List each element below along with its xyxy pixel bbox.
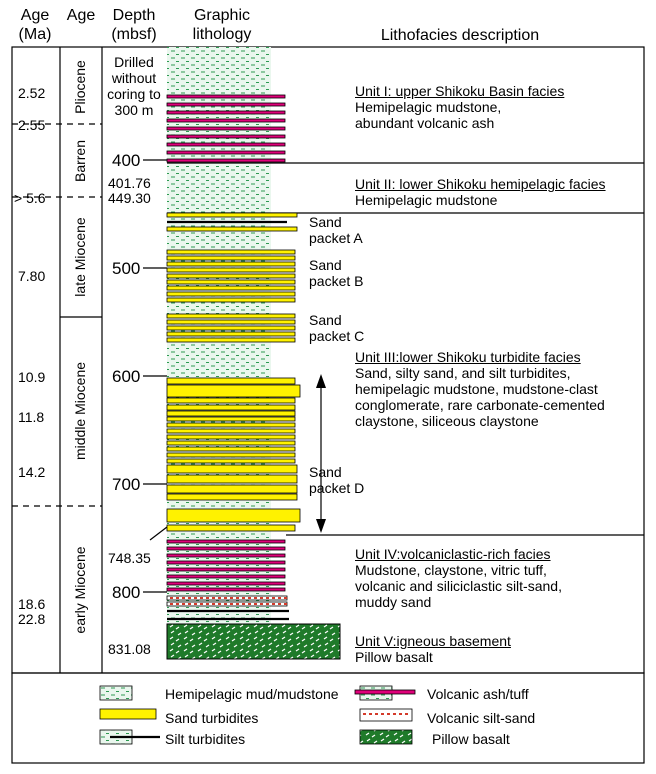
sand-bed [167, 274, 295, 278]
depth-label: 748.35 [108, 550, 151, 566]
sand-bed [167, 429, 295, 433]
volcanic-silt-dot [218, 603, 221, 605]
volcanic-ash-bed [167, 151, 285, 154]
age-ma-header: Age [20, 7, 50, 24]
volcanic-silt-dot [230, 603, 233, 605]
epoch-middle-miocene: middle Miocene [72, 361, 88, 461]
sand-bed [167, 268, 295, 272]
sand-packet-d-name: packet D [309, 480, 365, 496]
legend-volcanic-ash: Volcanic ash/tuff [427, 686, 529, 702]
volcanic-silt-dot [284, 603, 287, 605]
volcanic-ash-bed [167, 582, 285, 585]
sand-bed [167, 435, 295, 439]
legend-volc-silt-dot [399, 713, 402, 715]
sand-bed [167, 385, 300, 397]
epoch-early-miocene: early Miocene [72, 546, 88, 634]
unit-line: muddy sand [355, 594, 432, 610]
sand-bed [167, 227, 297, 231]
age-tick: 11.8 [18, 409, 45, 425]
unit-line: Hemipelagic mudstone [355, 192, 498, 208]
sand-bed [167, 314, 295, 318]
volcanic-ash-bed [167, 554, 285, 557]
volcanic-silt-dot [206, 597, 209, 599]
sand-packet-c: Sand [309, 312, 342, 328]
sand-bed [167, 423, 295, 427]
sand-bed [167, 332, 295, 336]
legend-volc-silt-dot [387, 713, 390, 715]
depth-label: 831.08 [108, 641, 151, 657]
description-header: Lithofacies description [380, 27, 540, 44]
volcanic-silt-dot [194, 603, 197, 605]
unit-line: hemipelagic mudstone, mudstone-clast [355, 381, 598, 397]
legend-volc-silt-dot [375, 713, 378, 715]
volcanic-silt-dot [272, 603, 275, 605]
legend-swatch-mud [100, 686, 132, 700]
drilled-note-line: Drilled [114, 54, 154, 70]
sand-bed [167, 494, 297, 500]
volcanic-silt-dot [194, 597, 197, 599]
volcanic-silt-dot [260, 597, 263, 599]
sand-bed [167, 320, 295, 324]
volcanic-silt-dot [236, 597, 239, 599]
sand-packet-c-name: packet C [309, 328, 365, 344]
unit-line: Mudstone, claystone, vitric tuff, [355, 562, 547, 578]
drilled-note-line: coring to [107, 86, 161, 102]
volcanic-silt-dot [224, 597, 227, 599]
volcanic-ash-bed [167, 143, 285, 146]
volcanic-ash-bed [167, 588, 285, 591]
volcanic-silt-dot [248, 603, 251, 605]
drilled-note-line: without [111, 70, 157, 86]
depth-tick: 800 [112, 583, 141, 602]
legend-swatch-ash-bar [355, 690, 415, 694]
sand-bed [167, 338, 295, 342]
unit-title: Unit III:lower Shikoku turbidite facies [355, 349, 581, 365]
volcanic-silt-dot [188, 603, 191, 605]
sand-bed [167, 256, 295, 260]
legend-volc-silt-dot [405, 713, 408, 715]
volcanic-silt-dot [200, 603, 203, 605]
legend-volcanic-silt: Volcanic silt-sand [427, 710, 536, 726]
unit-2-description [355, 176, 606, 208]
unit-line: Sand, silty sand, and silt turbidites, [355, 365, 571, 381]
unit-line: Hemipelagic mudstone, [355, 99, 502, 115]
legend-swatch-sand [100, 709, 156, 719]
volcanic-silt-dot [248, 597, 251, 599]
volcanic-silt-dot [254, 597, 257, 599]
volcanic-ash-bed [167, 127, 285, 130]
sand-bed [167, 280, 295, 284]
drilled-note-line: 300 m [114, 102, 154, 118]
age-tick: 2.52 [18, 85, 46, 101]
depth-unit: (mbsf) [111, 26, 157, 43]
legend-hemipelagic: Hemipelagic mud/mudstone [165, 686, 339, 702]
sand-bed [167, 453, 295, 457]
age-tick: 22.8 [18, 611, 46, 627]
sand-bed [167, 417, 295, 421]
sand-bed [167, 465, 297, 473]
legend-silt-turbidites: Silt turbidites [165, 731, 246, 747]
sand-packet-d: Sand [309, 464, 342, 480]
legend-volc-silt-dot [363, 713, 366, 715]
unit-3-description [355, 349, 605, 429]
sand-bed [167, 525, 295, 531]
volcanic-silt-dot [242, 603, 245, 605]
depth-label: 401.76 [108, 175, 151, 191]
volcanic-ash-bed [167, 568, 285, 571]
sand-bed [167, 485, 297, 493]
volcanic-silt-dot [278, 603, 281, 605]
volcanic-silt-dot [236, 603, 239, 605]
epoch-late-miocene: late Miocene [72, 217, 88, 297]
sand-bed [167, 262, 295, 266]
age-tick: 7.80 [18, 268, 46, 284]
volcanic-ash-bed [167, 95, 285, 98]
unit-line: conglomerate, rare carbonate-cemented [355, 397, 605, 413]
sand-bed [167, 298, 295, 302]
unit-title: Unit IV:volcaniclastic-rich facies [355, 546, 551, 562]
volcanic-silt-dot [200, 597, 203, 599]
age-ma-unit: (Ma) [18, 26, 52, 43]
lithology-header-2: lithology [192, 26, 252, 43]
volcanic-silt-dot [278, 597, 281, 599]
epoch-barren: Barren [72, 139, 88, 183]
age-tick: 18.6 [18, 596, 46, 612]
volcanic-silt-dot [206, 603, 209, 605]
depth-tick: 700 [112, 475, 141, 494]
sand-bed [167, 398, 295, 403]
unit-5-description [355, 633, 511, 665]
epoch-pliocene: Pliocene [72, 60, 88, 114]
sand-bed [167, 459, 295, 463]
volcanic-ash-bed [167, 547, 285, 550]
volcanic-silt-dot [266, 603, 269, 605]
unit-line: abundant volcanic ash [355, 115, 495, 131]
volcanic-ash-bed [167, 159, 285, 162]
sand-bed [167, 411, 295, 416]
sand-bed [167, 326, 295, 330]
volcanic-ash-bed [167, 135, 285, 138]
sand-bed [167, 475, 297, 483]
sand-bed [167, 441, 295, 445]
volcanic-ash-bed [167, 103, 285, 106]
unit-line: Pillow basalt [355, 649, 433, 665]
volcanic-silt-dot [176, 597, 179, 599]
volcanic-silt-dot [170, 597, 173, 599]
sand-bed [167, 509, 300, 522]
volcanic-ash-bed [167, 119, 285, 122]
volcanic-silt-dot [242, 597, 245, 599]
depth-tick: 400 [112, 151, 141, 170]
lithology-header: Graphic [193, 7, 251, 24]
sand-bed [167, 250, 295, 254]
unit-title: Unit I: upper Shikoku Basin facies [355, 83, 565, 99]
volcanic-silt-dot [218, 597, 221, 599]
depth-tick: 500 [112, 259, 141, 278]
unit-line: volcanic and siliciclastic silt-sand, [355, 578, 562, 594]
depth-header: Depth [112, 7, 156, 24]
depth-label: 449.30 [108, 190, 151, 206]
volcanic-silt-dot [230, 597, 233, 599]
age-tick: 2.55 [18, 117, 46, 133]
volcanic-ash-bed [167, 540, 285, 543]
volcanic-silt-dot [260, 603, 263, 605]
sand-bed [167, 378, 295, 384]
depth-tick: 600 [112, 367, 141, 386]
unit-4-description [355, 546, 562, 610]
unit-title: Unit V:igneous basement [355, 633, 511, 649]
volcanic-silt-dot [170, 603, 173, 605]
volcanic-ash-bed [167, 561, 285, 564]
legend-volc-silt-dot [393, 713, 396, 715]
legend-swatch-basalt [360, 730, 412, 744]
sand-bed [167, 286, 295, 290]
volcanic-silt-dot [266, 597, 269, 599]
basalt-block [167, 624, 340, 659]
sand-packet-a: Sand [309, 214, 342, 230]
volcanic-silt-dot [272, 597, 275, 599]
epoch-header: Age [66, 7, 96, 24]
volcanic-silt-dot [284, 597, 287, 599]
age-tick: 10.9 [18, 369, 46, 385]
volcanic-silt-dot [212, 603, 215, 605]
sand-packet-b: Sand [309, 257, 342, 273]
unit-line: claystone, siliceous claystone [355, 413, 539, 429]
volcanic-silt-dot [182, 597, 185, 599]
sand-bed [167, 405, 295, 410]
sand-bed [167, 292, 295, 296]
legend-sand-turbidites: Sand turbidites [165, 710, 259, 726]
volcanic-ash-bed [167, 575, 285, 578]
volcanic-silt-dot [212, 597, 215, 599]
volcanic-silt-dot [176, 603, 179, 605]
sand-bed [167, 213, 297, 217]
sand-bed [167, 447, 295, 451]
sand-packet-a-name: packet A [309, 230, 363, 246]
legend-swatch-volc-silt [360, 709, 412, 721]
volcanic-silt-dot [188, 597, 191, 599]
volcanic-ash-bed [167, 111, 285, 114]
age-tick: 14.2 [18, 464, 46, 480]
age-tick: > 5.6 [14, 190, 46, 206]
legend-volc-silt-dot [381, 713, 384, 715]
unit-1-description [355, 83, 564, 131]
volcanic-silt-dot [182, 603, 185, 605]
volcanic-silt-dot [254, 603, 257, 605]
unit-title: Unit II: lower Shikoku hemipelagic facies [355, 176, 606, 192]
sand-packet-b-name: packet B [309, 273, 364, 289]
legend-volc-silt-dot [369, 713, 372, 715]
volcanic-silt-dot [224, 603, 227, 605]
legend-pillow-basalt: Pillow basalt [432, 731, 510, 747]
